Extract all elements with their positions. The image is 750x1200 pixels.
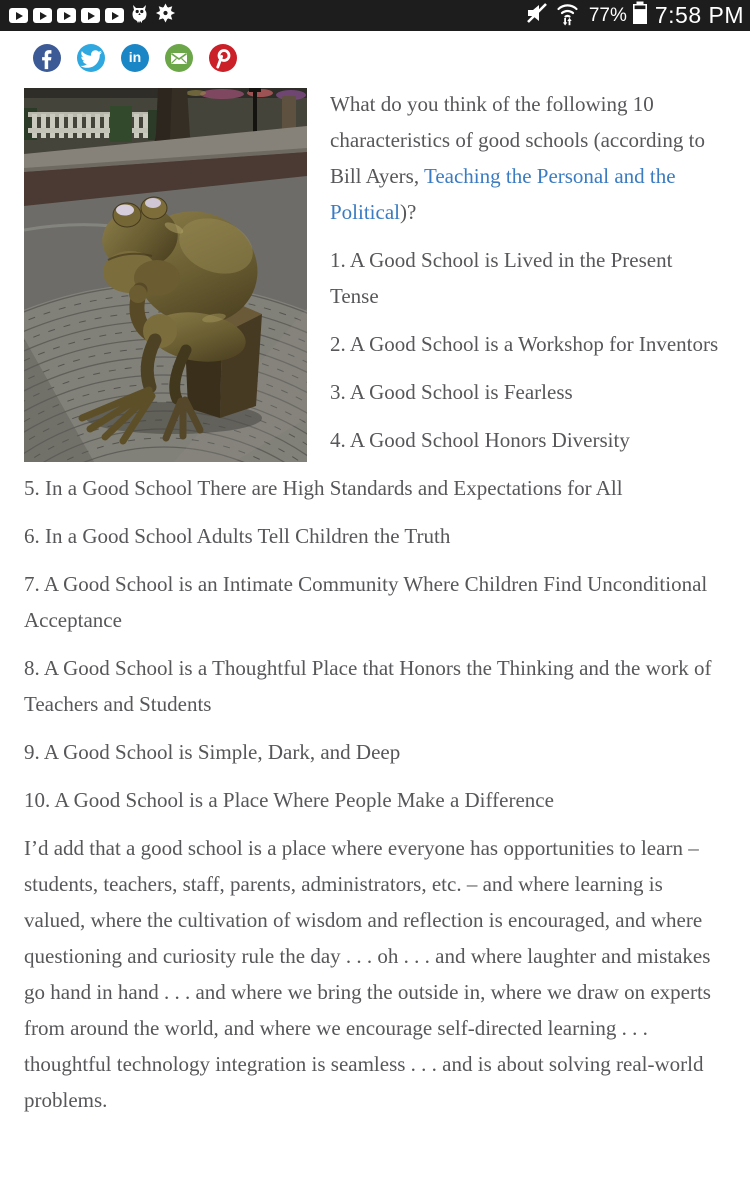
closing-paragraph: I’d add that a good school is a place where everyone has opportunities to learn – students, teachers, staff, parents, administrators, etc. – and where learning is valued, where the cultivation of wisdom and reflection is encouraged, and where questioning and curiosity rule the day . . . oh . . . and where laughter and mistakes go hand in hand . . . and where we bring the outside in, where we draw on experts from around the world, and where we encourage self-directed learning . . . thoughtful technology integration is seamless . . . and is about solving real-world problems.: [24, 836, 711, 1112]
linkedin-icon: in: [128, 49, 142, 65]
system-status-icons: [524, 0, 746, 31]
good-school-item-3: 3. A Good School is Fearless: [330, 380, 573, 404]
good-school-item-1: 1. A Good School is Lived in the Present Tense: [330, 248, 673, 308]
owl-icon: [129, 2, 150, 29]
facebook-icon: [33, 44, 61, 72]
email-envelope-icon: [165, 44, 193, 72]
good-school-item-8: 8. A Good School is a Thoughtful Place that Honors the Thinking and the work of Teachers and Students: [24, 656, 712, 716]
good-school-item-6: 6. In a Good School Adults Tell Children the Truth: [24, 524, 451, 548]
battery-icon: [631, 0, 649, 31]
gear-icon: [155, 2, 176, 29]
play-notification-icon: [81, 8, 100, 23]
wifi-icon: [554, 0, 581, 31]
article-body: [0, 86, 750, 1130]
teaching-personal-political-link[interactable]: Teaching the Personal and the Political: [330, 164, 676, 224]
good-school-item-5: 5. In a Good School There are High Standards and Expectations for All: [24, 476, 623, 500]
pinterest-icon: [209, 44, 237, 72]
linkedin-share-button[interactable]: [121, 44, 149, 72]
play-notification-icon: [57, 8, 76, 23]
intro-text-after: )?: [400, 200, 417, 224]
facebook-share-button[interactable]: [33, 44, 61, 72]
intro-text-before: What do you think of the following 10 characteristics of good schools (according to Bill Ayers,: [330, 92, 705, 188]
pinterest-share-button[interactable]: [209, 44, 237, 72]
play-notification-icon: [9, 8, 28, 23]
good-school-item-4: 4. A Good School Honors Diversity: [330, 428, 630, 452]
twitter-bird-icon: [77, 44, 105, 72]
play-notification-icon: [105, 8, 124, 23]
good-school-item-7: 7. A Good School is an Intimate Community Where Children Find Unconditional Acceptance: [24, 572, 708, 632]
good-school-item-10: 10. A Good School is a Place Where People Make a Difference: [24, 788, 554, 812]
status-bar: [0, 0, 750, 31]
good-school-item-2: 2. A Good School is a Workshop for Inventors: [330, 332, 719, 356]
play-notification-icon: [33, 8, 52, 23]
notification-icons: [4, 2, 176, 29]
frog-statue-illustration: [24, 88, 307, 462]
battery-percent: 77%: [588, 4, 627, 26]
frog-statue-photo: [24, 88, 307, 462]
share-buttons-row: [33, 44, 750, 72]
twitter-share-button[interactable]: [77, 44, 105, 72]
mute-icon: [524, 1, 550, 30]
good-school-item-9: 9. A Good School is Simple, Dark, and Deep: [24, 740, 401, 764]
status-bar-clock: 7:58 PM: [654, 2, 744, 28]
email-share-button[interactable]: [165, 44, 193, 72]
